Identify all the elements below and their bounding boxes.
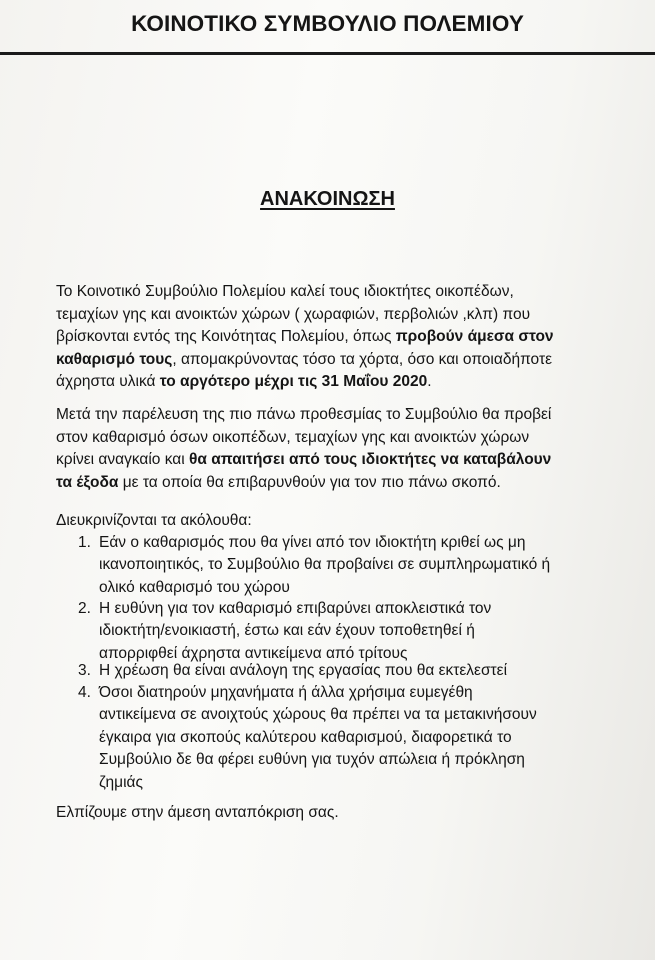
bold-text-run: προβούν άμεσα στον	[395, 328, 554, 345]
text-run: .	[427, 373, 432, 390]
list-item-text	[99, 598, 491, 665]
bold-text-run: καθαρισμό τους	[56, 350, 173, 368]
list-item-number: 3.	[78, 662, 91, 679]
list-item-line: έγκαιρα για σκοπούς καλύτερου καθαρισμού, διαφορετικά το	[99, 728, 512, 746]
paragraph-line: τεμαχίων γης και ανοικτών χώρων ( χωραφιών, περβολιών ,κλπ) που	[56, 305, 531, 323]
paragraph-line	[56, 349, 616, 372]
list-item-line: Η χρέωση θα είναι ανάλογη της εργασίας που θα εκτελεστεί	[99, 662, 508, 679]
list-item-line: ικανοποιητικός, το Συμβούλιο θα προβαίνει σε συμπληρωματικό ή	[99, 556, 551, 574]
clarifications-intro: Διευκρινίζονται τα ακόλουθα:	[56, 512, 252, 529]
list-item-line: Η ευθύνη για τον καθαρισμό επιβαρύνει αποκλειστικά τον	[99, 600, 492, 617]
list-item-line: απορριφθεί άχρηστα αντικείμενα από τρίτους	[99, 644, 408, 662]
bold-text-run: τα έξοδα	[56, 473, 119, 491]
list-item-line: ιδιοκτήτη/ενοικιαστή, έστω και εάν έχουν τοποθετηθεί ή	[99, 622, 475, 640]
letterhead	[0, 0, 655, 55]
paragraph-line	[56, 472, 616, 495]
paragraph-line: Το Κοινοτικό Συμβούλιο Πολεμίου καλεί τους ιδιοκτήτες οικοπέδων,	[56, 283, 514, 300]
list-item-number: 4.	[78, 684, 91, 701]
list-item-line: αντικείμενα σε ανοιχτούς χώρους θα πρέπει να τα μετακινήσουν	[99, 706, 537, 724]
paragraph-line: στον καθαρισμό όσων οικοπέδων, τεμαχίων γης και ανοικτών χώρων	[56, 428, 530, 446]
paragraph-line	[56, 371, 616, 394]
announcement-title-text: ΑΝΑΚΟΙΝΩΣΗ	[260, 188, 395, 210]
list-item-line: Συμβούλιο δε θα φέρει ευθύνη για τυχόν απώλεια ή πρόκληση	[99, 751, 525, 769]
paragraph-notice	[56, 281, 616, 394]
list-item-line: ολικό καθαρισμό του χώρου	[99, 578, 290, 596]
list-item-number: 1.	[78, 534, 91, 551]
deadline-text: το αργότερο μέχρι τις 31 Μαΐου 2020	[159, 373, 428, 390]
closing-line: Ελπίζουμε στην άμεση ανταπόκριση σας.	[56, 804, 339, 821]
text-run: με τα οποία θα επιβαρυνθούν για τον πιο πάνω σκοπό.	[118, 473, 501, 491]
announcement-title	[0, 187, 655, 211]
list-item-line: Όσοι διατηρούν μηχανήματα ή άλλα χρήσιμα ευμεγέθη	[99, 684, 473, 701]
text-run: άχρηστα υλικά	[56, 373, 160, 390]
paragraph-consequence	[56, 404, 616, 494]
list-item-number: 2.	[78, 600, 91, 617]
text-run: κρίνει αναγκαίο και	[56, 451, 190, 468]
list-item-text	[99, 660, 507, 682]
list-item-text	[99, 682, 537, 794]
paragraph-line	[56, 449, 616, 472]
paragraph-line: Μετά την παρέλευση της πιο πάνω προθεσμίας το Συμβούλιο θα προβεί	[56, 406, 552, 423]
paragraph-line	[56, 326, 616, 349]
bold-text-run: θα απαιτήσει από τους ιδιοκτήτες να καταβάλουν	[189, 451, 552, 468]
text-run: , απομακρύνοντας τόσο τα χόρτα, όσο και οποιαδήποτε	[172, 350, 552, 368]
list-item-text	[99, 532, 550, 599]
list-item-line: ζημιάς	[99, 773, 143, 791]
list-item-line: Εάν ο καθαρισμός που θα γίνει από τον ιδιοκτήτη κριθεί ως μη	[99, 534, 526, 551]
text-run: βρίσκονται εντός της Κοινότητας Πολεμίου, όπως	[56, 328, 396, 345]
council-name-heading: ΚΟΙΝΟΤΙΚΟ ΣΥΜΒΟΥΛΙΟ ΠΟΛΕΜΙΟΥ	[131, 11, 524, 36]
